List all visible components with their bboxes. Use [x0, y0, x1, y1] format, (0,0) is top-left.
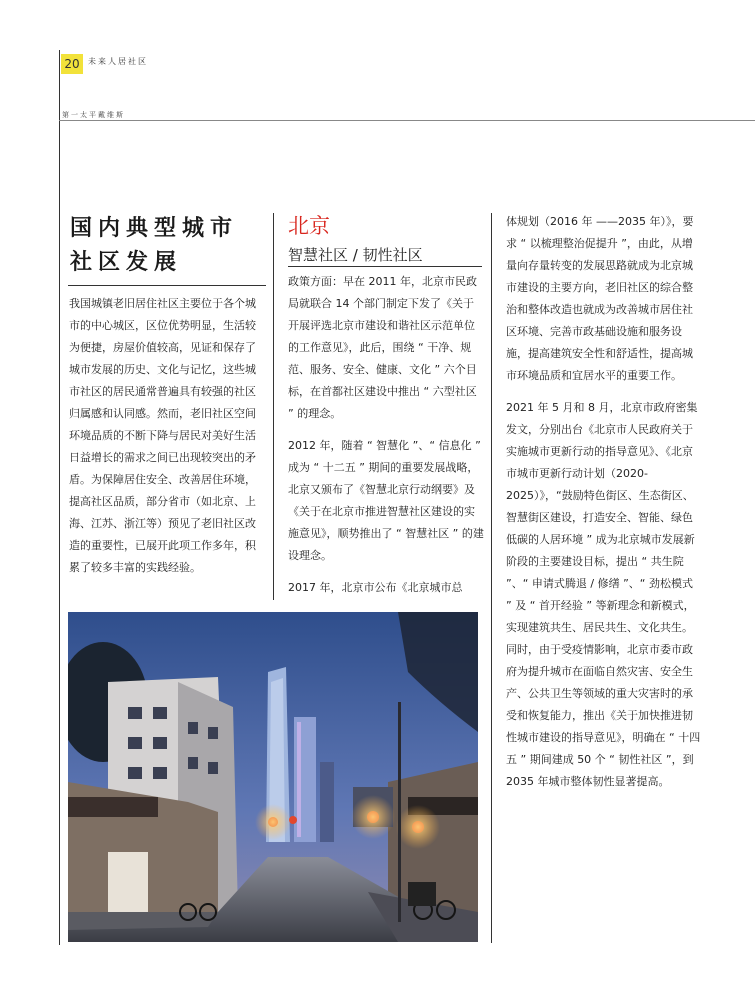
right-column	[506, 211, 702, 793]
margin-rule	[59, 50, 60, 945]
heading-line-2: 社区发展	[70, 250, 183, 275]
paragraph-2017: 2017 年，北京市公布《北京城市总	[288, 581, 463, 594]
city-title: 北京	[288, 214, 330, 238]
beijing-hutong-photo	[68, 612, 478, 942]
paragraph-policy: 政策方面：早在 2011 年，北京市民政局就联合 14 个部门制定下发了《关于开展评选北京市建设和谐社区示范单位的工作意见》，此后，围绕 “ 干净、规范、服务、安全、健康、文化 ” 六个目标，在首都社区建设中推出 “ 六型社区 ” 的理念。	[288, 275, 477, 420]
paragraph-2012: 2012 年，随着 “ 智慧化 ”、“ 信息化 ” 成为 “ 十二五 ” 期间的重要发展战略，北京又颁布了《智慧北京行动纲要》及《关于在北京市推进智慧社区建设的实施意见》，顺势推出了 “ 智慧社区 ” 的建设理念。	[288, 439, 484, 562]
column-divider	[491, 213, 492, 943]
section-label: 第一太平戴维斯	[62, 111, 125, 119]
heading-rule	[68, 285, 266, 286]
page-number: 20	[61, 54, 83, 74]
article-heading	[70, 212, 270, 280]
subtitle-rule	[288, 266, 482, 267]
heading-line-1: 国内典型城市	[70, 216, 239, 241]
column-divider	[273, 213, 274, 600]
city-subtitle: 智慧社区 / 韧性社区	[288, 246, 423, 264]
running-title: 未来人居社区	[88, 57, 148, 66]
middle-column	[288, 271, 484, 599]
section-rule	[59, 120, 755, 121]
intro-paragraph: 我国城镇老旧居住社区主要位于各个城市的中心城区，区位优势明显，生活较为便捷，房屋价值较高，见证和保存了城市发展的历史、文化与记忆，这些城市社区的居民通常普遍具有较强的社区归属感和认同感。然而，老旧社区空间环境品质的不断下降与居民对美好生活日益增长的需求之间已出现较突出的矛盾。为保障居住安全、改善居住环境，提高社区品质，部分省市（如北京、上海、江苏、浙江等）预见了老旧社区改造的重要性，已展开此项工作多年，积累了较多丰富的实践经验。	[69, 297, 256, 574]
paragraph-2021: 2021 年 5 月和 8 月，北京市政府密集发文，分别出台《北京市人民政府关于实施城市更新行动的指导意见》、《北京市城市更新行动计划（2020-2025）》，“鼓励特色街区、生态街区、智慧街区建设，打造安全、智能、绿色低碳的人居环境 ” 成为北京城市发展新阶段的主要建设目标，提出 “ 共生院 ”、“ 申请式腾退 / 修缮 ”、“ 劲松模式 ” 及 “ 首开经验 ” 等新理念和新模式，实现建筑共生、居民共生、文化共生。同时，由于受疫情影响，北京市委市政府为提升城市在面临自然灾害、安全生产、公共卫生等领域的重大灾害时的承受和恢复能力，推出《关于加快推进韧性城市建设的指导意见》，明确在 “ 十四五 ” 期间建成 50 个 “ 韧性社区 ”，到 2035 年城市整体韧性显著提高。	[506, 401, 701, 788]
intro-column	[69, 293, 264, 579]
paragraph-plan: 体规划（2016 年 ——2035 年）》，要求 “ 以梳理整治促提升 ”，由此，从增量向存量转变的发展思路就成为北京城市建设的主要方向，老旧社区的综合整治和整体改造也就成为改善城市居住社区环境、完善市政基础设施和服务设施，提高建筑安全性和舒适性，提高城市环境品质和宜居水平的重要工作。	[506, 215, 694, 382]
